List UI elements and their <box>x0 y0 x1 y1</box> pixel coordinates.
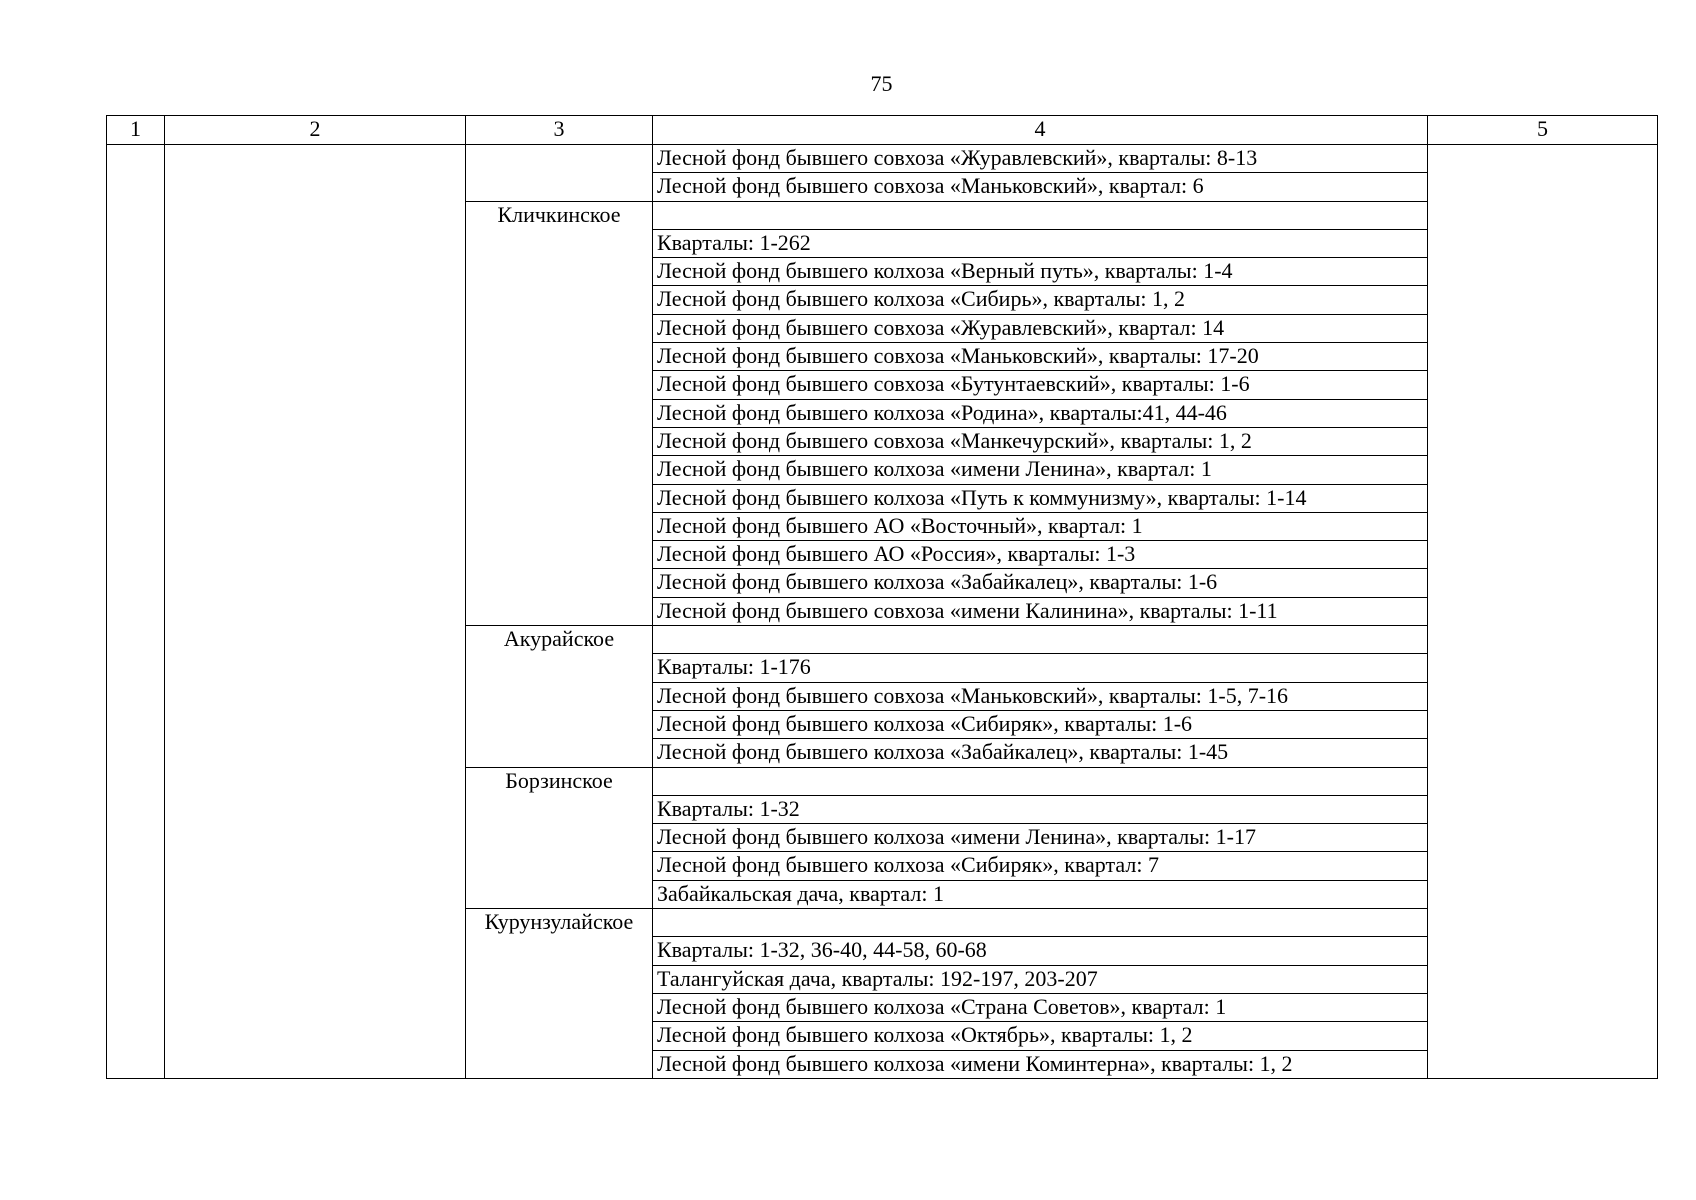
forest-fund-description: Лесной фонд бывшего совхоза «Манкечурский», кварталы: 1, 2 <box>653 427 1428 455</box>
forest-fund-description: Лесной фонд бывшего АО «Россия», кварталы: 1-3 <box>653 541 1428 569</box>
forest-fund-description: Кварталы: 1-32 <box>653 795 1428 823</box>
forest-fund-description: Лесной фонд бывшего колхоза «Сибирь», кварталы: 1, 2 <box>653 286 1428 314</box>
forest-fund-description <box>653 767 1428 795</box>
column-2-cell <box>165 145 466 1079</box>
forest-fund-description: Лесной фонд бывшего колхоза «Октябрь», кварталы: 1, 2 <box>653 1022 1428 1050</box>
column-1-cell <box>107 145 165 1079</box>
forest-fund-description: Лесной фонд бывшего колхоза «имени Ленина», кварталы: 1-17 <box>653 824 1428 852</box>
forest-fund-description <box>653 201 1428 229</box>
forest-quarters-table <box>106 115 1658 1079</box>
forest-fund-description: Лесной фонд бывшего совхоза «Маньковский», квартал: 6 <box>653 173 1428 201</box>
settlement-name: Акурайское <box>466 626 653 767</box>
forest-fund-description: Лесной фонд бывшего колхоза «Родина», кварталы:41, 44-46 <box>653 399 1428 427</box>
forest-fund-description: Лесной фонд бывшего колхоза «Сибиряк», квартал: 7 <box>653 852 1428 880</box>
forest-fund-description: Лесной фонд бывшего совхоза «Маньковский», кварталы: 1-5, 7-16 <box>653 682 1428 710</box>
table-row <box>107 145 1658 173</box>
forest-fund-description: Лесной фонд бывшего совхоза «Маньковский», кварталы: 17-20 <box>653 343 1428 371</box>
forest-fund-description: Лесной фонд бывшего колхоза «Путь к коммунизму», кварталы: 1-14 <box>653 484 1428 512</box>
forest-fund-description <box>653 909 1428 937</box>
column-header-2: 2 <box>165 116 466 145</box>
forest-fund-description: Лесной фонд бывшего колхоза «Забайкалец», кварталы: 1-6 <box>653 569 1428 597</box>
forest-fund-description: Талангуйская дача, кварталы: 192-197, 203-207 <box>653 965 1428 993</box>
column-5-cell <box>1428 145 1658 1079</box>
forest-fund-description: Лесной фонд бывшего колхоза «Страна Советов», квартал: 1 <box>653 993 1428 1021</box>
page-number: 75 <box>870 71 893 96</box>
forest-fund-description: Кварталы: 1-176 <box>653 654 1428 682</box>
column-header-1: 1 <box>107 116 165 145</box>
forest-fund-description: Лесной фонд бывшего колхоза «имени Ленина», квартал: 1 <box>653 456 1428 484</box>
forest-fund-description: Лесной фонд бывшего совхоза «Журавлевский», кварталы: 8-13 <box>653 145 1428 173</box>
settlement-name: Борзинское <box>466 767 653 908</box>
column-header-4: 4 <box>653 116 1428 145</box>
forest-fund-description <box>653 626 1428 654</box>
settlement-name-cell <box>466 145 653 202</box>
settlement-name: Кличкинское <box>466 201 653 625</box>
forest-fund-description: Лесной фонд бывшего совхоза «имени Калинина», кварталы: 1-11 <box>653 597 1428 625</box>
forest-fund-description: Лесной фонд бывшего АО «Восточный», квартал: 1 <box>653 512 1428 540</box>
forest-fund-description: Лесной фонд бывшего колхоза «Забайкалец», кварталы: 1-45 <box>653 739 1428 767</box>
table-header-row <box>107 116 1658 145</box>
column-header-5: 5 <box>1428 116 1658 145</box>
forest-fund-description: Забайкальская дача, квартал: 1 <box>653 880 1428 908</box>
forest-fund-description: Лесной фонд бывшего колхоза «Верный путь», кварталы: 1-4 <box>653 258 1428 286</box>
forest-fund-description: Лесной фонд бывшего совхоза «Бутунтаевский», кварталы: 1-6 <box>653 371 1428 399</box>
forest-fund-description: Кварталы: 1-32, 36-40, 44-58, 60-68 <box>653 937 1428 965</box>
forest-fund-description: Кварталы: 1-262 <box>653 229 1428 257</box>
column-header-3: 3 <box>466 116 653 145</box>
settlement-name: Курунзулайское <box>466 909 653 1079</box>
forest-fund-description: Лесной фонд бывшего совхоза «Журавлевский», квартал: 14 <box>653 314 1428 342</box>
forest-fund-description: Лесной фонд бывшего колхоза «имени Коминтерна», кварталы: 1, 2 <box>653 1050 1428 1078</box>
forest-fund-description: Лесной фонд бывшего колхоза «Сибиряк», кварталы: 1-6 <box>653 710 1428 738</box>
